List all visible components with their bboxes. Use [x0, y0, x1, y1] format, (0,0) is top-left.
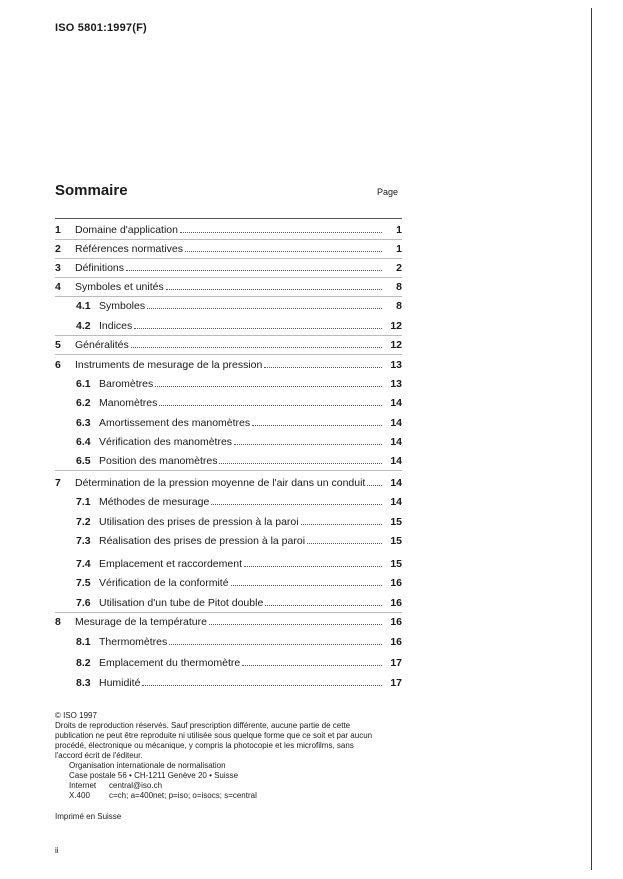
toc-entry-page: 13 [390, 378, 402, 390]
toc-entry [55, 279, 402, 293]
toc-entry-number: 7 [55, 477, 61, 489]
toc-entry-title: Utilisation d'un tube de Pitot double [99, 597, 264, 609]
toc-entry-page: 16 [390, 636, 402, 648]
toc-entry [55, 376, 402, 390]
page-title: Sommaire [55, 182, 128, 199]
toc-entry-page: 14 [390, 417, 402, 429]
toc-entry-page: 14 [390, 477, 402, 489]
toc-entry-page: 1 [396, 243, 402, 255]
toc-entry-number: 8 [55, 616, 61, 628]
leader-dots [180, 231, 382, 233]
internet-contact [69, 781, 375, 791]
toc-entry-title: Amortissement des manomètres [99, 417, 251, 429]
leader-dots [264, 366, 382, 368]
copyright-notice: Droits de reproduction réservés. Sauf prescription différente, aucune partie de cette publication ne peut être reproduite ni utilisée sous quelque forme que ce soit et par aucun procédé, électronique ou mécanique, y compris la photocopie et les microfilms, sans l'accord écrit de l'éditeur. [55, 721, 373, 760]
toc-group-divider [55, 354, 402, 355]
postal-address: Case postale 56 • CH-1211 Genève 20 • Suisse [69, 771, 239, 780]
toc-entry-page: 16 [390, 616, 402, 628]
toc-entry-title: Références normatives [75, 243, 183, 255]
leader-dots [252, 424, 382, 426]
toc-entry-number: 6.3 [76, 417, 91, 429]
toc-entry-number: 6.1 [76, 378, 91, 390]
toc-entry [55, 260, 402, 274]
toc-entry-title: Symboles [99, 300, 146, 312]
leader-dots [219, 462, 382, 464]
toc-entry-page: 16 [390, 577, 402, 589]
toc-entry [55, 415, 402, 429]
toc-entry-page: 16 [390, 597, 402, 609]
toc-entry-page: 2 [396, 262, 402, 274]
toc-entry [55, 241, 402, 255]
toc-entry [55, 634, 402, 648]
leader-dots [265, 604, 382, 606]
toc-entry [55, 494, 402, 508]
toc-group-divider [55, 239, 402, 240]
leader-dots [244, 565, 382, 567]
toc-group-divider [55, 470, 402, 471]
toc-entry [55, 533, 402, 547]
toc-entry [55, 556, 402, 570]
leader-dots [242, 664, 382, 666]
toc-entry-number: 7.5 [76, 577, 91, 589]
toc-entry-number: 8.3 [76, 677, 91, 689]
leader-dots [142, 684, 382, 686]
toc-entry-page: 13 [390, 359, 402, 371]
toc-entry-number: 8.2 [76, 657, 91, 669]
leader-dots [209, 623, 382, 625]
toc-entry-number: 7.1 [76, 496, 91, 508]
toc-group-divider [55, 296, 402, 297]
toc-entry-title: Position des manomètres [99, 455, 218, 467]
toc-entry-number: 8.1 [76, 636, 91, 648]
leader-dots [134, 327, 382, 329]
toc-entry-page: 14 [390, 397, 402, 409]
toc-entry-number: 6 [55, 359, 61, 371]
page-column-label: Page [377, 187, 399, 197]
leader-dots [131, 346, 382, 348]
leader-dots [211, 503, 382, 505]
toc-entry-number: 6.4 [76, 436, 91, 448]
toc-entry-title: Emplacement et raccordement [99, 558, 242, 570]
toc-entry-title: Vérification des manomètres [99, 436, 233, 448]
printed-in: Imprimé en Suisse [55, 812, 122, 821]
toc-entry-title: Détermination de la pression moyenne de l'air dans un conduit [75, 477, 366, 489]
leader-dots [126, 269, 382, 271]
toc-entry-page: 12 [390, 320, 402, 332]
toc-entry-page: 17 [390, 657, 402, 669]
leader-dots [234, 443, 382, 445]
toc-entry [55, 434, 402, 448]
toc-entry [55, 453, 402, 467]
toc-entry-page: 1 [396, 224, 402, 236]
toc-entry-title: Vérification de la conformité [99, 577, 229, 589]
toc-entry-title: Symboles et unités [75, 281, 164, 293]
toc-entry-page: 14 [390, 436, 402, 448]
leader-dots [231, 584, 382, 586]
toc-entry-title: Instruments de mesurage de la pression [75, 359, 263, 371]
toc-entry-number: 7.4 [76, 558, 91, 570]
internet-label: Internet [69, 781, 97, 790]
toc-entry [55, 655, 402, 669]
toc-entry-title: Mesurage de la température [75, 616, 207, 628]
toc-entry [55, 222, 402, 236]
toc-entry-number: 6.2 [76, 397, 91, 409]
toc-group-divider [55, 277, 402, 278]
toc-entry-number: 4.2 [76, 320, 91, 332]
toc-entry-number: 4.1 [76, 300, 91, 312]
toc-entry-number: 6.5 [76, 455, 91, 467]
toc-entry-page: 12 [390, 339, 402, 351]
x400-value: c=ch; a=400net; p=iso; o=isocs; s=central [109, 791, 257, 800]
toc-entry [55, 298, 402, 312]
toc-entry-page: 14 [390, 496, 402, 508]
toc-entry-number: 3 [55, 262, 61, 274]
leader-dots [155, 385, 382, 387]
toc-entry-page: 15 [390, 558, 402, 570]
toc-entry-title: Thermomètres [99, 636, 168, 648]
toc-entry-page: 14 [390, 455, 402, 467]
toc-entry [55, 575, 402, 589]
toc-entry-number: 2 [55, 243, 61, 255]
toc-group-divider [55, 335, 402, 336]
leader-dots [185, 250, 382, 252]
copyright-line: © ISO 1997 [55, 711, 97, 720]
toc-entry-title: Généralités [75, 339, 129, 351]
toc-group-divider [55, 612, 402, 613]
toc-entry-title: Définitions [75, 262, 125, 274]
toc-entry-page: 8 [396, 300, 402, 312]
toc-entry [55, 357, 402, 371]
copyright-block [55, 711, 375, 801]
toc-entry [55, 395, 402, 409]
toc-entry [55, 318, 402, 332]
toc-entry-title: Emplacement du thermomètre [99, 657, 241, 669]
toc-entry-title: Humidité [99, 677, 141, 689]
toc-entry-number: 7.3 [76, 535, 91, 547]
toc-entry-number: 1 [55, 224, 61, 236]
toc-entry-title: Manomètres [99, 397, 158, 409]
document-id: ISO 5801:1997(F) [55, 22, 147, 34]
leader-dots [301, 523, 382, 525]
toc-group-divider [55, 258, 402, 259]
toc-entry-title: Indices [99, 320, 133, 332]
toc-entry-title: Utilisation des prises de pression à la paroi [99, 516, 299, 528]
toc-entry [55, 595, 402, 609]
toc-entry-title: Baromètres [99, 378, 154, 390]
leader-dots [367, 484, 382, 486]
leader-dots [169, 643, 382, 645]
toc-entry-title: Réalisation des prises de pression à la paroi [99, 535, 306, 547]
x400-label: X.400 [69, 791, 90, 800]
page-folio: ii [55, 846, 59, 855]
toc-entry-number: 7.6 [76, 597, 91, 609]
toc-entry-page: 15 [390, 535, 402, 547]
toc-entry [55, 675, 402, 689]
toc-entry-page: 8 [396, 281, 402, 293]
toc-entry [55, 614, 402, 628]
toc-entry-page: 17 [390, 677, 402, 689]
internet-value: central@iso.ch [109, 781, 163, 790]
organization-name: Organisation internationale de normalisation [69, 761, 226, 770]
margin-rule [591, 8, 592, 870]
toc-entry [55, 514, 402, 528]
toc-entry-title: Domaine d'application [75, 224, 178, 236]
toc-entry-number: 5 [55, 339, 61, 351]
toc-entry-title: Méthodes de mesurage [99, 496, 210, 508]
toc-entry [55, 475, 402, 489]
toc-entry [55, 337, 402, 351]
x400-contact [69, 791, 375, 801]
leader-dots [307, 542, 382, 544]
leader-dots [147, 307, 382, 309]
toc-entry-number: 7.2 [76, 516, 91, 528]
leader-dots [159, 404, 382, 406]
toc-entry-page: 15 [390, 516, 402, 528]
toc-entry-number: 4 [55, 281, 61, 293]
toc-top-rule [55, 218, 402, 219]
leader-dots [166, 288, 382, 290]
